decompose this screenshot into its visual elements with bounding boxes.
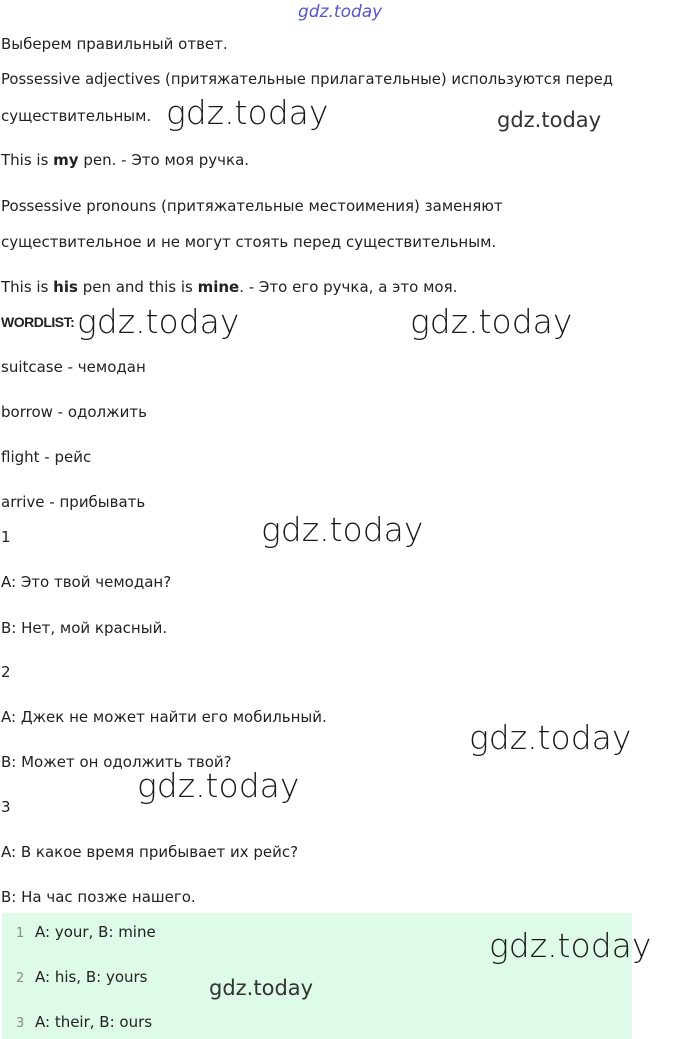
- answer-text: A: his, B: yours: [35, 968, 148, 986]
- wordlist-item: suitcase - чемодан: [1, 358, 146, 376]
- pronouns-rule-line1: Possessive pronouns (притяжательные местоимения) заменяют: [1, 197, 503, 215]
- example2-p3: . - Это его ручка, а это моя.: [239, 278, 458, 296]
- example1-after: pen. - Это моя ручка.: [78, 151, 250, 169]
- example2-p1: This is: [1, 278, 54, 296]
- dialogue-line-b: B: Может он одолжить твой?: [1, 753, 232, 771]
- answer-text: A: your, B: mine: [35, 923, 156, 941]
- dialogue-number: 1: [1, 528, 11, 546]
- answer-text: A: their, B: ours: [35, 1013, 153, 1031]
- dialogue-number: 3: [1, 798, 11, 816]
- watermark: gdz.today: [137, 766, 300, 805]
- watermark: gdz.today: [261, 510, 424, 549]
- example-his-mine: [1, 277, 457, 297]
- answer-row: [16, 922, 156, 944]
- pronouns-rule-line2: существительное и не могут стоять перед существительным.: [1, 233, 497, 251]
- header-watermark: gdz.today: [298, 2, 383, 22]
- answer-row: [16, 1012, 152, 1034]
- watermark: gdz.today: [77, 302, 240, 341]
- wordlist-heading: WORDLIST:: [1, 314, 75, 330]
- answer-number: 2: [16, 971, 25, 986]
- answer-number: 1: [16, 926, 25, 941]
- dialogue-line-a: A: Это твой чемодан?: [1, 573, 172, 591]
- example-my-pen: [1, 150, 249, 170]
- answer-row: [16, 967, 148, 989]
- adjectives-rule-line2: существительным.: [1, 107, 152, 125]
- watermark: gdz.today: [166, 93, 329, 132]
- intro-text: Выберем правильный ответ.: [1, 35, 228, 53]
- example2-b1: his: [53, 278, 78, 296]
- watermark: gdz.today: [410, 302, 573, 341]
- example1-before: This is: [1, 151, 54, 169]
- watermark: gdz.today: [489, 926, 652, 965]
- watermark: gdz.today: [209, 976, 314, 1000]
- example1-bold: my: [53, 151, 79, 169]
- dialogue-line-a: A: В какое время прибывает их рейс?: [1, 843, 299, 861]
- watermark: gdz.today: [469, 718, 632, 757]
- dialogue-line-b: B: На час позже нашего.: [1, 888, 196, 906]
- dialogue-line-b: B: Нет, мой красный.: [1, 619, 168, 637]
- watermark: gdz.today: [497, 108, 602, 132]
- answer-number: 3: [16, 1016, 25, 1031]
- wordlist-item: borrow - одолжить: [1, 403, 147, 421]
- dialogue-line-a: A: Джек не может найти его мобильный.: [1, 708, 327, 726]
- wordlist-item: arrive - прибывать: [1, 493, 146, 511]
- example2-p2: pen and this is: [77, 278, 198, 296]
- wordlist-item: flight - рейс: [1, 448, 92, 466]
- example2-b2: mine: [197, 278, 240, 296]
- adjectives-rule-line1: Possessive adjectives (притяжательные прилагательные) используются перед: [1, 71, 613, 88]
- dialogue-number: 2: [1, 663, 11, 681]
